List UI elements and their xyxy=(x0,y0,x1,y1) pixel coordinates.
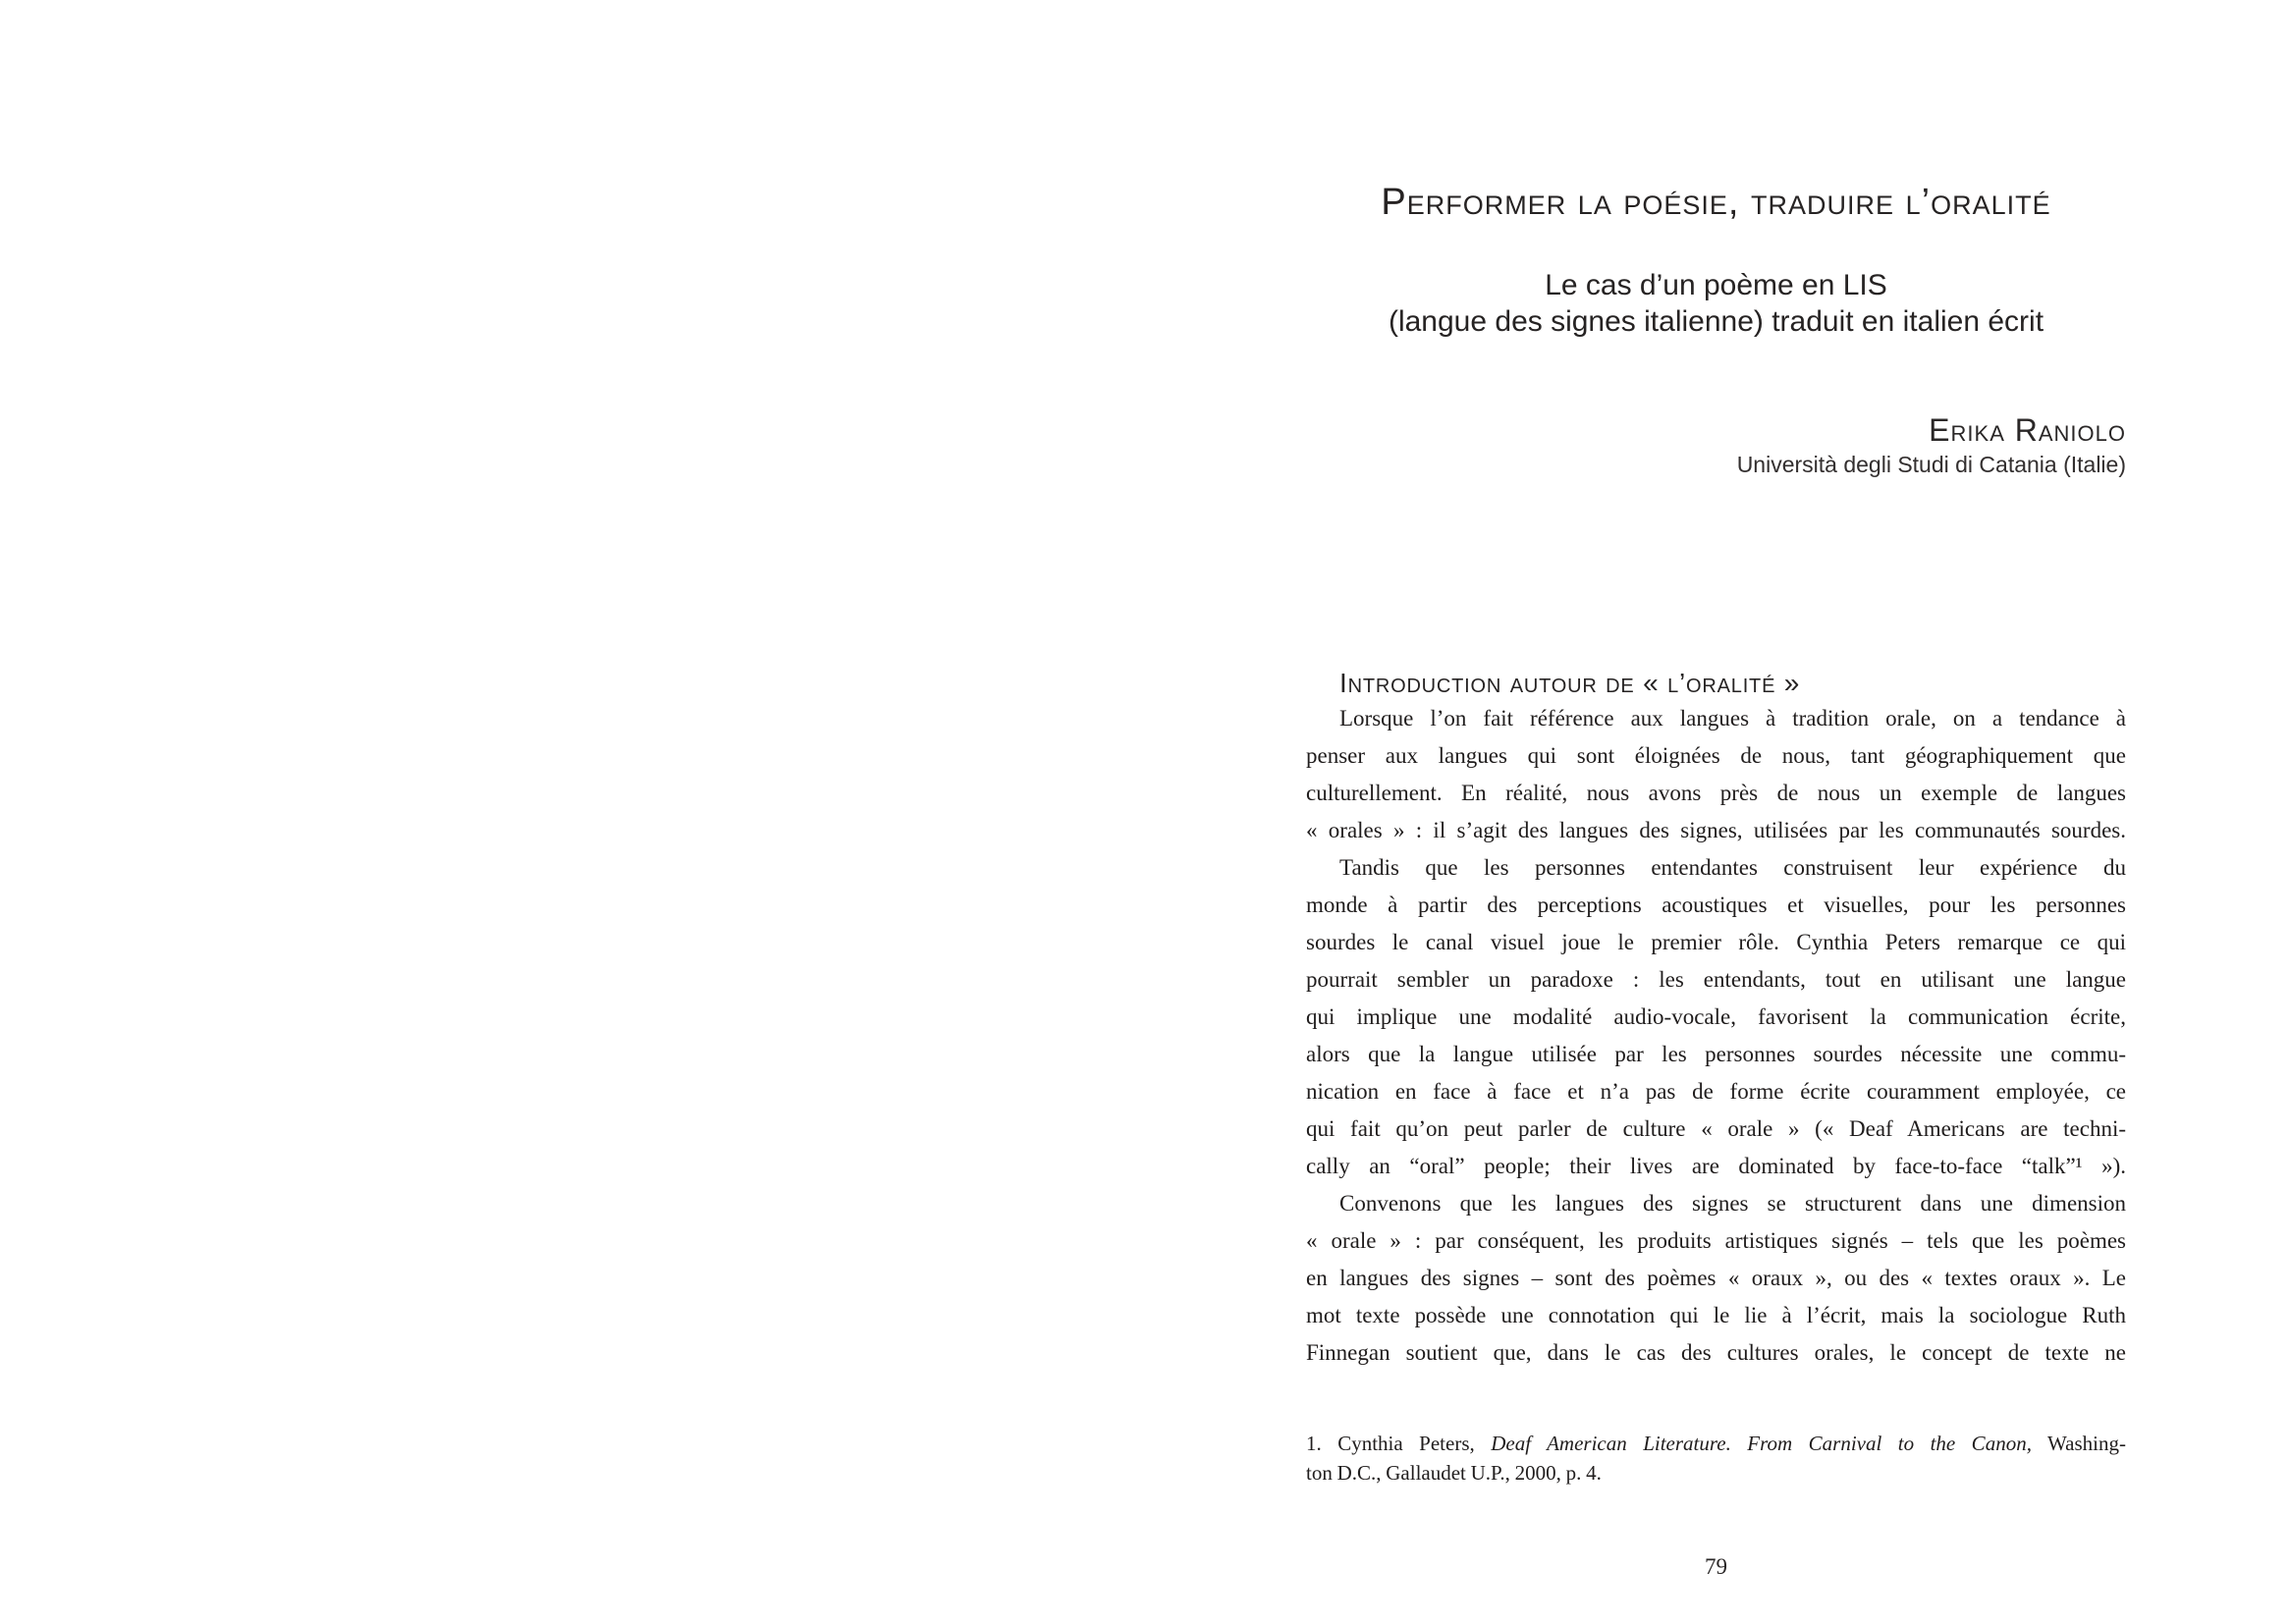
footnote-line-1 xyxy=(1306,1429,2126,1458)
body-line: « orales » : il s’agit des langues des signes, utilisées par les communautés sourdes. xyxy=(1306,818,2126,842)
body-line: en langues des signes – sont des poèmes « oraux », ou des « textes oraux ». Le xyxy=(1306,1266,2126,1290)
footnote-citation-prefix: 1. Cynthia Peters, xyxy=(1306,1432,1492,1455)
body-line: mot texte possède une connotation qui le lie à l’écrit, mais la sociologue Ruth xyxy=(1306,1303,2126,1327)
footnote-citation-suffix: Washing- xyxy=(2031,1432,2126,1455)
body-line: monde à partir des perceptions acoustiques et visuelles, pour les personnes xyxy=(1306,893,2126,917)
body-line: « orale » : par conséquent, les produits artistiques signés – tels que les poèmes xyxy=(1306,1228,2126,1253)
body-line: penser aux langues qui sont éloignées de nous, tant géographiquement que xyxy=(1306,743,2126,768)
page-number: 79 xyxy=(1705,1554,1727,1579)
body-paragraph-2 xyxy=(1306,849,2126,1185)
body-line: alors que la langue utilisée par les personnes sourdes nécessite une commu- xyxy=(1306,1042,2126,1066)
body-line: sourdes le canal visuel joue le premier rôle. Cynthia Peters remarque ce qui xyxy=(1306,930,2126,954)
body-line: Finnegan soutient que, dans le cas des cultures orales, le concept de texte ne xyxy=(1306,1340,2126,1365)
article-subtitle xyxy=(1306,267,2126,340)
subtitle-line-1: Le cas d’un poème en LIS xyxy=(1545,269,1887,301)
body-line: qui fait qu’on peut parler de culture « orale » (« Deaf Americans are techni- xyxy=(1306,1116,2126,1141)
body-line: Convenons que les langues des signes se structurent dans une dimension xyxy=(1339,1191,2126,1216)
subtitle-line-2: (langue des signes italienne) traduit en italien écrit xyxy=(1388,305,2044,338)
body-line: pourrait sembler un paradoxe : les entendants, tout en utilisant une langue xyxy=(1306,967,2126,992)
section-heading: Introduction autour de « l’oralité » xyxy=(1339,668,1801,698)
body-line: cally an “oral” people; their lives are dominated by face-to-face “talk”¹ »). xyxy=(1306,1154,2126,1178)
article-body xyxy=(1306,700,2126,1372)
footnote xyxy=(1306,1429,2126,1488)
body-line: nication en face à face et n’a pas de forme écrite couramment employée, ce xyxy=(1306,1079,2126,1104)
body-line: Tandis que les personnes entendantes construisent leur expérience du xyxy=(1339,855,2126,880)
body-line: culturellement. En réalité, nous avons près de nous un exemple de langues xyxy=(1306,781,2126,805)
footnote-line-2: ton D.C., Gallaudet U.P., 2000, p. 4. xyxy=(1306,1461,1602,1485)
body-paragraph-3 xyxy=(1306,1185,2126,1372)
footnote-citation-title: Deaf American Literature. From Carnival to the Canon, xyxy=(1491,1432,2032,1455)
body-line: Lorsque l’on fait référence aux langues à tradition orale, on a tendance à xyxy=(1339,706,2126,731)
author-name: Erika Raniolo xyxy=(1929,412,2126,448)
article-title: Performer la poésie, traduire l’oralité xyxy=(1381,182,2051,223)
body-paragraph-1 xyxy=(1306,700,2126,849)
body-line: qui implique une modalité audio-vocale, favorisent la communication écrite, xyxy=(1306,1004,2126,1029)
author-affiliation: Università degli Studi di Catania (Italie) xyxy=(1736,452,2126,477)
